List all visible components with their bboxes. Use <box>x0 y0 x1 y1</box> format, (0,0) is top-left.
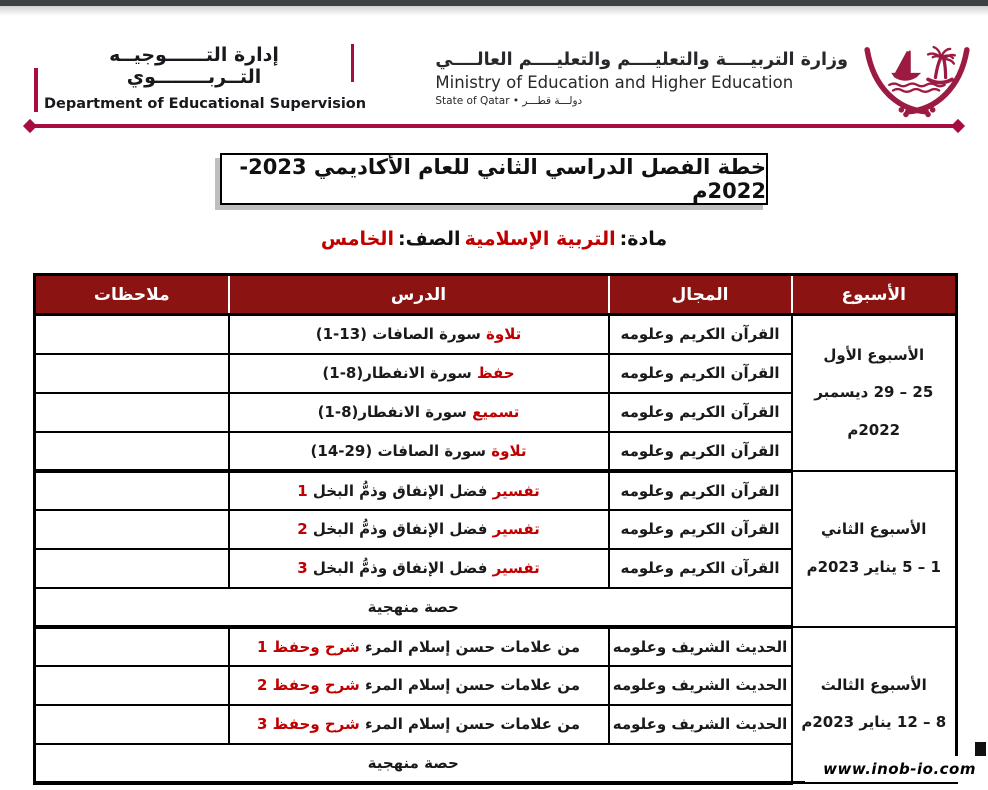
domain-cell: القرآن الكريم وعلومه <box>609 510 792 549</box>
lesson-keyword: تفسير <box>492 520 540 538</box>
lesson-text: من علامات حسن إسلام المرء <box>359 637 580 656</box>
lesson-cell <box>229 393 609 432</box>
week-title: الأسبوع الثالث <box>820 675 927 694</box>
logo-bar-left <box>34 68 38 112</box>
lesson-text: سورة الصافات (13-1) <box>315 325 487 344</box>
watermark-url: www.inob-io.com <box>805 756 988 782</box>
department-name-english: Department of Educational Supervision <box>44 96 367 112</box>
domain-cell: الحديث الشريف وعلومه <box>609 705 792 744</box>
lesson-cell <box>229 471 609 510</box>
domain-cell: القرآن الكريم وعلومه <box>609 393 792 432</box>
lesson-keyword: تسميع <box>472 403 520 421</box>
notes-cell <box>35 627 229 666</box>
notes-cell <box>35 432 229 471</box>
notes-cell <box>35 510 229 549</box>
department-logo <box>44 44 367 112</box>
week-dates: 1 – 5 يناير 2023م <box>806 557 941 576</box>
lesson-suffix: 1 <box>297 481 308 500</box>
department-name-arabic: إدارة التــــــوجيــه التــربــــــــوي <box>109 44 279 88</box>
notes-cell <box>35 393 229 432</box>
lesson-suffix: 2 <box>297 520 308 538</box>
lesson-cell <box>229 666 609 705</box>
notes-cell <box>35 315 229 354</box>
lesson-keyword: حفظ <box>476 364 515 382</box>
domain-cell: القرآن الكريم وعلومه <box>609 315 792 354</box>
col-header-week: الأسبوع <box>792 275 957 315</box>
col-header-notes: ملاحظات <box>35 275 229 315</box>
lesson-text: سورة الانفطار(8-1) <box>317 403 473 421</box>
lesson-suffix: 3 <box>297 559 308 577</box>
ministry-text <box>435 50 848 107</box>
lesson-suffix: شرح وحفظ 3 <box>257 715 360 733</box>
table-row <box>35 315 957 354</box>
col-header-domain: المجال <box>609 275 792 315</box>
plan-title-box <box>220 153 768 205</box>
notes-cell <box>35 666 229 705</box>
notes-cell <box>35 354 229 393</box>
table-header-row <box>35 275 957 315</box>
notes-cell <box>35 471 229 510</box>
lesson-cell <box>229 627 609 666</box>
domain-cell: القرآن الكريم وعلومه <box>609 354 792 393</box>
ministry-name-english: Ministry of Education and Higher Education <box>435 73 794 92</box>
plan-title: خطة الفصل الدراسي الثاني للعام الأكاديمي 2023-2022م <box>239 155 766 203</box>
lesson-text: من علامات حسن إسلام المرء <box>359 676 580 694</box>
lesson-keyword: تفسير <box>492 481 540 500</box>
logo-bar-right <box>351 44 355 82</box>
lesson-cell <box>229 432 609 471</box>
notes-cell <box>35 705 229 744</box>
lesson-keyword: تفسير <box>492 559 540 577</box>
lesson-text: من علامات حسن إسلام المرء <box>359 715 580 733</box>
table-row <box>35 471 957 510</box>
lesson-suffix: شرح وحفظ 1 <box>257 637 360 656</box>
week-cell-2 <box>792 471 957 627</box>
domain-cell: القرآن الكريم وعلومه <box>609 471 792 510</box>
domain-cell: الحديث الشريف وعلومه <box>609 666 792 705</box>
lesson-text: فضل الإنفاق وذمُّ البخل <box>307 481 493 500</box>
table-row <box>35 627 957 666</box>
lesson-keyword: تلاوة <box>486 325 522 344</box>
week-year: 2022م <box>847 420 901 439</box>
top-strip-fade <box>0 6 988 16</box>
lesson-cell <box>229 510 609 549</box>
lesson-text: سورة الصافات (29-14) <box>310 441 492 460</box>
subject-value: التربية الإسلامية <box>464 228 616 250</box>
lesson-cell <box>229 354 609 393</box>
col-header-lesson: الدرس <box>229 275 609 315</box>
subject-grade-line <box>0 228 988 250</box>
lesson-text: سورة الانفطار(8-1) <box>322 364 477 382</box>
subject-label: مادة: <box>619 228 668 250</box>
week-dates: 8 – 12 يناير 2023م <box>801 713 947 732</box>
week-cell-1 <box>792 315 957 471</box>
domain-cell: القرآن الكريم وعلومه <box>609 549 792 588</box>
week-dates: 25 – 29 ديسمبر <box>814 383 934 401</box>
notes-cell <box>35 549 229 588</box>
grade-label: الصف: <box>397 228 461 250</box>
qatar-emblem-icon <box>858 24 976 120</box>
lesson-text: فضل الإنفاق وذمُّ البخل <box>307 520 493 538</box>
ministry-logo-block <box>435 24 976 120</box>
lesson-text: فضل الإنفاق وذمُّ البخل <box>307 559 493 577</box>
lesson-plan-table <box>33 273 958 785</box>
lesson-cell <box>229 549 609 588</box>
method-row-cell: حصة منهجية <box>35 744 792 783</box>
lesson-cell <box>229 705 609 744</box>
domain-cell: القرآن الكريم وعلومه <box>609 432 792 471</box>
watermark-corner-mark <box>975 742 986 756</box>
domain-cell: الحديث الشريف وعلومه <box>609 627 792 666</box>
state-of-qatar-line: دولـــة قطـــر • State of Qatar <box>435 95 583 107</box>
week-title: الأسبوع الثاني <box>821 520 927 538</box>
lesson-cell <box>229 315 609 354</box>
method-row-cell: حصة منهجية <box>35 588 792 627</box>
grade-value: الخامس <box>320 228 394 250</box>
maroon-divider-line <box>30 124 958 128</box>
lesson-suffix: شرح وحفظ 2 <box>257 676 360 694</box>
lesson-keyword: تلاوة <box>491 441 527 460</box>
ministry-name-arabic: وزارة التربيــــة والتعليــــم والتعليــــم العالــــي <box>435 50 848 70</box>
week-title: الأسبوع الأول <box>823 345 925 364</box>
